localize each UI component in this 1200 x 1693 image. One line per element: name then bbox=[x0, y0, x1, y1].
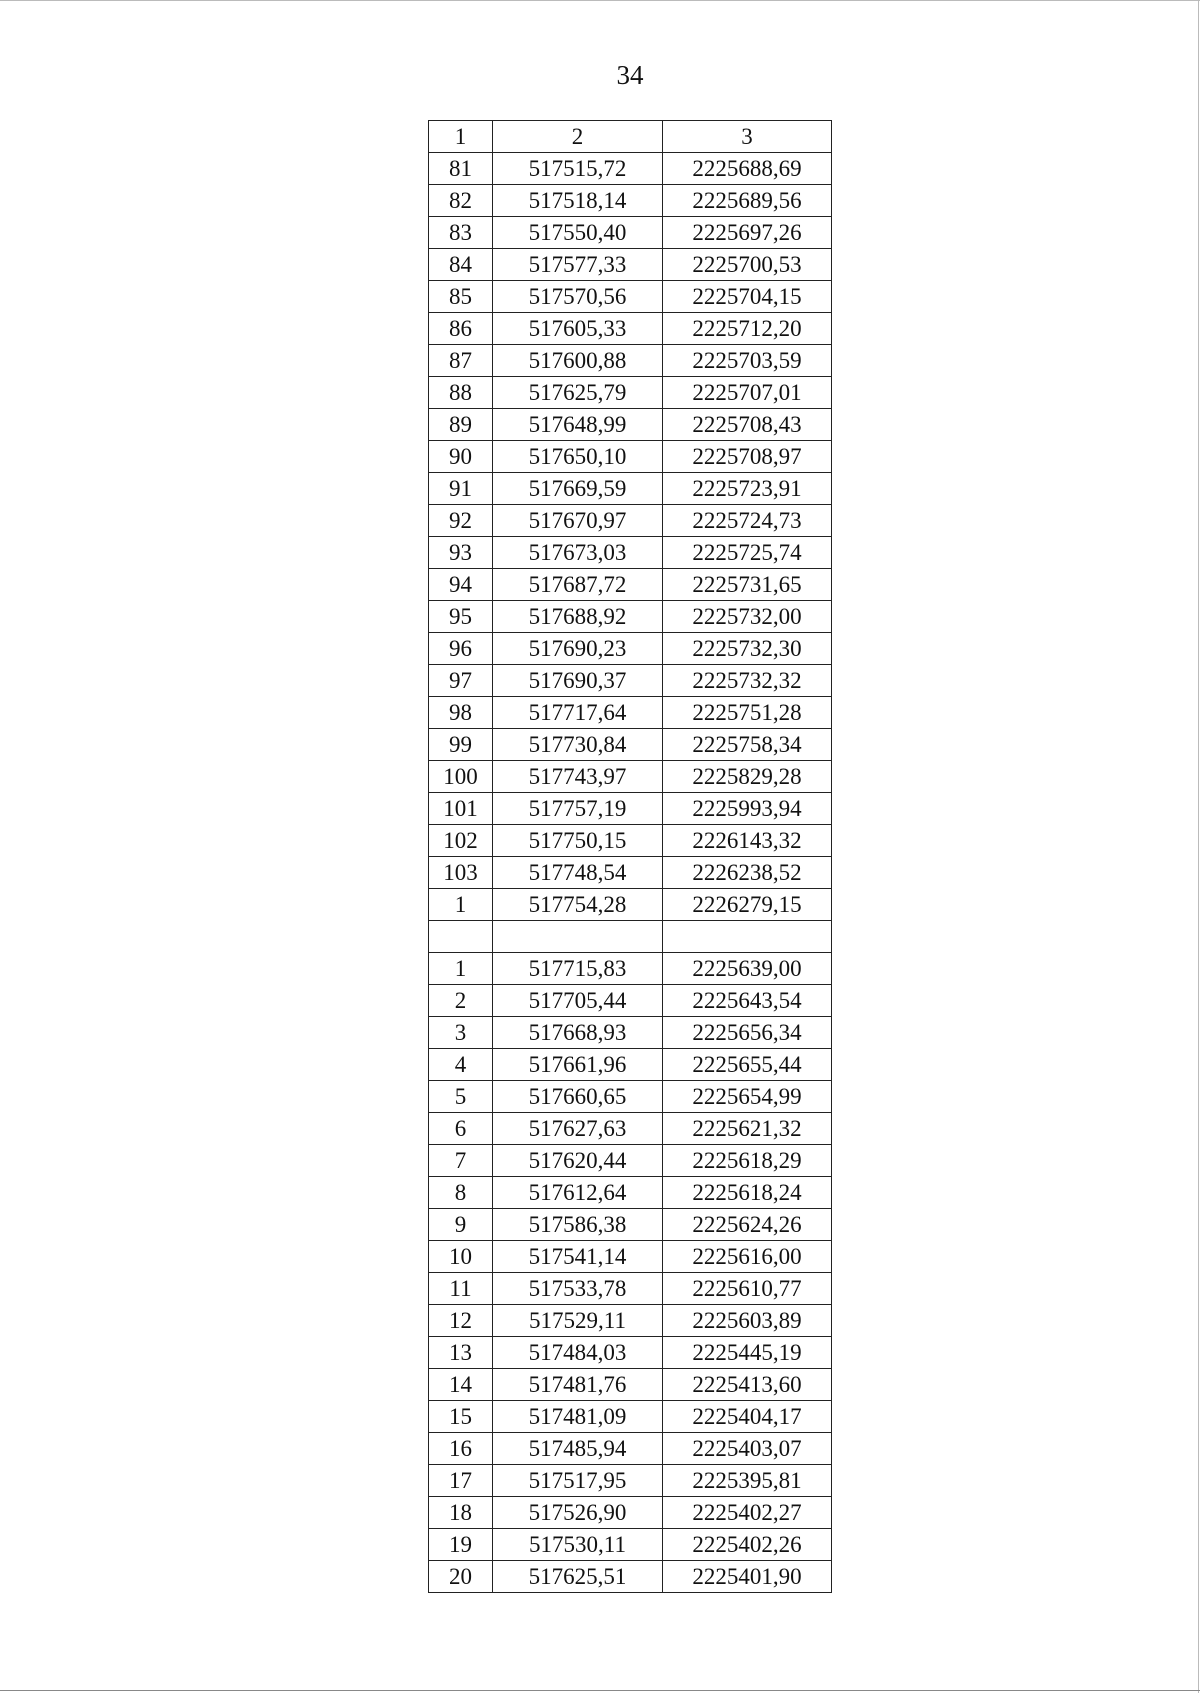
cell-x-coordinate: 517690,37 bbox=[493, 665, 663, 697]
cell-point-number: 8 bbox=[429, 1177, 493, 1209]
cell-point-number: 7 bbox=[429, 1145, 493, 1177]
table-row bbox=[429, 1241, 832, 1273]
cell-x-coordinate: 517625,51 bbox=[493, 1561, 663, 1593]
cell-point-number: 97 bbox=[429, 665, 493, 697]
cell-point-number: 83 bbox=[429, 217, 493, 249]
cell-point-number: 84 bbox=[429, 249, 493, 281]
cell-y-coordinate: 2225700,53 bbox=[663, 249, 832, 281]
cell-x-coordinate: 517530,11 bbox=[493, 1529, 663, 1561]
cell-y-coordinate: 2225643,54 bbox=[663, 985, 832, 1017]
table-row bbox=[429, 345, 832, 377]
cell-point-number: 98 bbox=[429, 697, 493, 729]
table-row bbox=[429, 1145, 832, 1177]
cell-y-coordinate: 2225697,26 bbox=[663, 217, 832, 249]
table-row bbox=[429, 1305, 832, 1337]
cell-point-number: 17 bbox=[429, 1465, 493, 1497]
table-row bbox=[429, 921, 832, 953]
table-row bbox=[429, 1497, 832, 1529]
cell-x-coordinate: 517690,23 bbox=[493, 633, 663, 665]
cell-x-coordinate: 517754,28 bbox=[493, 889, 663, 921]
table-row bbox=[429, 1337, 832, 1369]
table-row bbox=[429, 473, 832, 505]
cell-point-number: 102 bbox=[429, 825, 493, 857]
cell-point-number: 90 bbox=[429, 441, 493, 473]
table-row bbox=[429, 1113, 832, 1145]
cell-y-coordinate: 2225401,90 bbox=[663, 1561, 832, 1593]
table-row bbox=[429, 889, 832, 921]
coordinates-table bbox=[428, 120, 832, 1593]
cell-x-coordinate: 517730,84 bbox=[493, 729, 663, 761]
cell-point-number: 11 bbox=[429, 1273, 493, 1305]
scan-edge-right bbox=[1198, 0, 1199, 1693]
cell-y-coordinate: 2225621,32 bbox=[663, 1113, 832, 1145]
cell-y-coordinate: 2225395,81 bbox=[663, 1465, 832, 1497]
cell-y-coordinate: 2225402,27 bbox=[663, 1497, 832, 1529]
table-row bbox=[429, 729, 832, 761]
cell-x-coordinate: 517577,33 bbox=[493, 249, 663, 281]
cell-point-number: 1 bbox=[429, 889, 493, 921]
cell-point-number: 91 bbox=[429, 473, 493, 505]
table-row bbox=[429, 185, 832, 217]
cell-x-coordinate: 517517,95 bbox=[493, 1465, 663, 1497]
page-number: 34 bbox=[616, 60, 644, 90]
header-cell-point: 1 bbox=[429, 121, 493, 153]
cell-point-number: 94 bbox=[429, 569, 493, 601]
cell-point-number: 92 bbox=[429, 505, 493, 537]
cell-x-coordinate: 517612,64 bbox=[493, 1177, 663, 1209]
cell-x-coordinate bbox=[493, 921, 663, 953]
cell-y-coordinate: 2225603,89 bbox=[663, 1305, 832, 1337]
table-row bbox=[429, 697, 832, 729]
cell-point-number: 3 bbox=[429, 1017, 493, 1049]
cell-x-coordinate: 517485,94 bbox=[493, 1433, 663, 1465]
cell-x-coordinate: 517550,40 bbox=[493, 217, 663, 249]
cell-point-number: 16 bbox=[429, 1433, 493, 1465]
cell-x-coordinate: 517650,10 bbox=[493, 441, 663, 473]
table-row bbox=[429, 441, 832, 473]
table-row bbox=[429, 569, 832, 601]
cell-point-number: 9 bbox=[429, 1209, 493, 1241]
cell-point-number: 12 bbox=[429, 1305, 493, 1337]
cell-y-coordinate: 2225732,30 bbox=[663, 633, 832, 665]
table-row bbox=[429, 1017, 832, 1049]
table-row bbox=[429, 249, 832, 281]
cell-point-number: 100 bbox=[429, 761, 493, 793]
cell-x-coordinate: 517529,11 bbox=[493, 1305, 663, 1337]
cell-y-coordinate: 2226279,15 bbox=[663, 889, 832, 921]
cell-x-coordinate: 517526,90 bbox=[493, 1497, 663, 1529]
table-row bbox=[429, 985, 832, 1017]
table-row bbox=[429, 793, 832, 825]
cell-y-coordinate: 2225712,20 bbox=[663, 313, 832, 345]
cell-y-coordinate: 2225731,65 bbox=[663, 569, 832, 601]
coordinates-table-body bbox=[429, 121, 832, 1593]
table-row bbox=[429, 1433, 832, 1465]
cell-point-number: 14 bbox=[429, 1369, 493, 1401]
table-row bbox=[429, 953, 832, 985]
cell-x-coordinate: 517481,09 bbox=[493, 1401, 663, 1433]
cell-x-coordinate: 517533,78 bbox=[493, 1273, 663, 1305]
cell-y-coordinate: 2225758,34 bbox=[663, 729, 832, 761]
cell-x-coordinate: 517600,88 bbox=[493, 345, 663, 377]
cell-point-number bbox=[429, 921, 493, 953]
cell-x-coordinate: 517750,15 bbox=[493, 825, 663, 857]
table-row bbox=[429, 633, 832, 665]
cell-y-coordinate bbox=[663, 921, 832, 953]
cell-x-coordinate: 517743,97 bbox=[493, 761, 663, 793]
cell-y-coordinate: 2225616,00 bbox=[663, 1241, 832, 1273]
cell-point-number: 20 bbox=[429, 1561, 493, 1593]
cell-x-coordinate: 517757,19 bbox=[493, 793, 663, 825]
cell-y-coordinate: 2225403,07 bbox=[663, 1433, 832, 1465]
cell-x-coordinate: 517669,59 bbox=[493, 473, 663, 505]
cell-x-coordinate: 517648,99 bbox=[493, 409, 663, 441]
cell-y-coordinate: 2225688,69 bbox=[663, 153, 832, 185]
scan-edge-bottom bbox=[0, 1690, 1200, 1691]
table-row bbox=[429, 1177, 832, 1209]
cell-y-coordinate: 2225723,91 bbox=[663, 473, 832, 505]
cell-x-coordinate: 517748,54 bbox=[493, 857, 663, 889]
cell-x-coordinate: 517570,56 bbox=[493, 281, 663, 313]
table-row bbox=[429, 1273, 832, 1305]
table-row bbox=[429, 665, 832, 697]
cell-y-coordinate: 2225654,99 bbox=[663, 1081, 832, 1113]
cell-point-number: 2 bbox=[429, 985, 493, 1017]
cell-point-number: 99 bbox=[429, 729, 493, 761]
cell-y-coordinate: 2225655,44 bbox=[663, 1049, 832, 1081]
cell-point-number: 87 bbox=[429, 345, 493, 377]
cell-y-coordinate: 2225402,26 bbox=[663, 1529, 832, 1561]
cell-y-coordinate: 2225610,77 bbox=[663, 1273, 832, 1305]
cell-x-coordinate: 517586,38 bbox=[493, 1209, 663, 1241]
table-row bbox=[429, 537, 832, 569]
cell-point-number: 81 bbox=[429, 153, 493, 185]
cell-x-coordinate: 517620,44 bbox=[493, 1145, 663, 1177]
cell-point-number: 93 bbox=[429, 537, 493, 569]
table-row bbox=[429, 1529, 832, 1561]
cell-point-number: 85 bbox=[429, 281, 493, 313]
cell-point-number: 19 bbox=[429, 1529, 493, 1561]
cell-x-coordinate: 517717,64 bbox=[493, 697, 663, 729]
cell-point-number: 89 bbox=[429, 409, 493, 441]
cell-y-coordinate: 2225993,94 bbox=[663, 793, 832, 825]
header-cell-y: 3 bbox=[663, 121, 832, 153]
cell-x-coordinate: 517484,03 bbox=[493, 1337, 663, 1369]
cell-point-number: 1 bbox=[429, 953, 493, 985]
cell-y-coordinate: 2225404,17 bbox=[663, 1401, 832, 1433]
cell-y-coordinate: 2225707,01 bbox=[663, 377, 832, 409]
table-header-row bbox=[429, 121, 832, 153]
cell-point-number: 103 bbox=[429, 857, 493, 889]
cell-y-coordinate: 2225689,56 bbox=[663, 185, 832, 217]
cell-x-coordinate: 517670,97 bbox=[493, 505, 663, 537]
cell-y-coordinate: 2225624,26 bbox=[663, 1209, 832, 1241]
cell-point-number: 82 bbox=[429, 185, 493, 217]
table-row bbox=[429, 409, 832, 441]
table-row bbox=[429, 857, 832, 889]
table-row bbox=[429, 281, 832, 313]
cell-x-coordinate: 517660,65 bbox=[493, 1081, 663, 1113]
table-row bbox=[429, 1049, 832, 1081]
cell-y-coordinate: 2225618,29 bbox=[663, 1145, 832, 1177]
cell-x-coordinate: 517518,14 bbox=[493, 185, 663, 217]
cell-y-coordinate: 2225724,73 bbox=[663, 505, 832, 537]
cell-y-coordinate: 2225445,19 bbox=[663, 1337, 832, 1369]
table-row bbox=[429, 153, 832, 185]
cell-y-coordinate: 2225829,28 bbox=[663, 761, 832, 793]
cell-x-coordinate: 517625,79 bbox=[493, 377, 663, 409]
cell-y-coordinate: 2225639,00 bbox=[663, 953, 832, 985]
table-row bbox=[429, 1369, 832, 1401]
cell-x-coordinate: 517673,03 bbox=[493, 537, 663, 569]
cell-x-coordinate: 517541,14 bbox=[493, 1241, 663, 1273]
cell-x-coordinate: 517481,76 bbox=[493, 1369, 663, 1401]
table-row bbox=[429, 601, 832, 633]
cell-y-coordinate: 2225703,59 bbox=[663, 345, 832, 377]
cell-y-coordinate: 2225732,32 bbox=[663, 665, 832, 697]
cell-x-coordinate: 517688,92 bbox=[493, 601, 663, 633]
table-row bbox=[429, 505, 832, 537]
cell-point-number: 95 bbox=[429, 601, 493, 633]
cell-point-number: 86 bbox=[429, 313, 493, 345]
cell-y-coordinate: 2225732,00 bbox=[663, 601, 832, 633]
cell-y-coordinate: 2226143,32 bbox=[663, 825, 832, 857]
table-row bbox=[429, 1081, 832, 1113]
cell-x-coordinate: 517715,83 bbox=[493, 953, 663, 985]
cell-x-coordinate: 517515,72 bbox=[493, 153, 663, 185]
table-row bbox=[429, 825, 832, 857]
cell-y-coordinate: 2225618,24 bbox=[663, 1177, 832, 1209]
table-row bbox=[429, 1401, 832, 1433]
cell-point-number: 101 bbox=[429, 793, 493, 825]
cell-point-number: 96 bbox=[429, 633, 493, 665]
table-row bbox=[429, 1465, 832, 1497]
cell-point-number: 6 bbox=[429, 1113, 493, 1145]
cell-point-number: 15 bbox=[429, 1401, 493, 1433]
cell-x-coordinate: 517705,44 bbox=[493, 985, 663, 1017]
cell-x-coordinate: 517661,96 bbox=[493, 1049, 663, 1081]
cell-point-number: 5 bbox=[429, 1081, 493, 1113]
cell-x-coordinate: 517605,33 bbox=[493, 313, 663, 345]
cell-y-coordinate: 2225708,43 bbox=[663, 409, 832, 441]
table-row bbox=[429, 1209, 832, 1241]
cell-x-coordinate: 517668,93 bbox=[493, 1017, 663, 1049]
table-row bbox=[429, 377, 832, 409]
table-row bbox=[429, 217, 832, 249]
cell-y-coordinate: 2225751,28 bbox=[663, 697, 832, 729]
cell-point-number: 10 bbox=[429, 1241, 493, 1273]
table-row bbox=[429, 313, 832, 345]
cell-y-coordinate: 2225708,97 bbox=[663, 441, 832, 473]
cell-point-number: 18 bbox=[429, 1497, 493, 1529]
cell-x-coordinate: 517687,72 bbox=[493, 569, 663, 601]
table-row bbox=[429, 1561, 832, 1593]
cell-point-number: 13 bbox=[429, 1337, 493, 1369]
header-cell-x: 2 bbox=[493, 121, 663, 153]
cell-y-coordinate: 2225704,15 bbox=[663, 281, 832, 313]
cell-point-number: 4 bbox=[429, 1049, 493, 1081]
table-row bbox=[429, 761, 832, 793]
cell-point-number: 88 bbox=[429, 377, 493, 409]
scan-edge-top bbox=[0, 0, 1200, 1]
cell-y-coordinate: 2226238,52 bbox=[663, 857, 832, 889]
cell-y-coordinate: 2225656,34 bbox=[663, 1017, 832, 1049]
cell-y-coordinate: 2225725,74 bbox=[663, 537, 832, 569]
cell-x-coordinate: 517627,63 bbox=[493, 1113, 663, 1145]
cell-y-coordinate: 2225413,60 bbox=[663, 1369, 832, 1401]
